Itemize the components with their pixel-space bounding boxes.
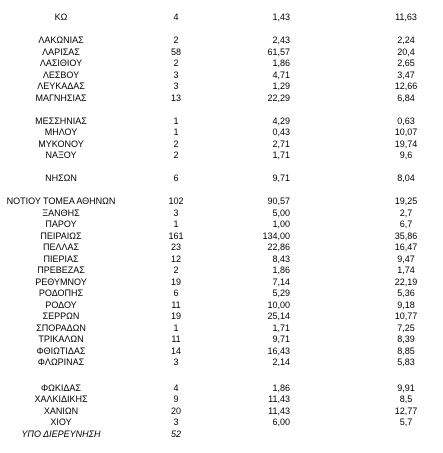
rate-value: 61,57 (267, 46, 290, 57)
region-name: ΛΑΡΙΣΑΣ (42, 46, 80, 57)
rate-value: 0,43 (272, 127, 290, 137)
table-row (0, 394, 443, 406)
table-row (0, 47, 443, 59)
per-capita-value: 5,36 (397, 288, 415, 298)
table-row (0, 127, 443, 139)
rate-value: 22,86 (267, 242, 290, 252)
table-row (0, 357, 443, 369)
case-count: 12 (170, 253, 181, 264)
region-name: ΧΑΝΙΩΝ (43, 405, 79, 416)
table-row (0, 288, 443, 300)
table-row (0, 406, 443, 418)
case-count: 2 (173, 58, 179, 68)
per-capita-value: 16,47 (394, 242, 418, 252)
region-name: ΛΑΚΩΝΙΑΣ (38, 35, 84, 45)
rate-value: 4,71 (272, 69, 290, 80)
table-row (0, 254, 443, 266)
per-capita-value: 6,7 (399, 219, 413, 229)
rate-value: 2,71 (272, 138, 290, 149)
region-name: ΡΟΔΟΠΗΣ (38, 288, 84, 298)
case-count: 161 (168, 230, 184, 241)
case-count: 23 (170, 242, 181, 252)
case-count: 20 (170, 405, 181, 416)
per-capita-value: 10,77 (394, 311, 418, 321)
case-count: 3 (173, 81, 179, 91)
case-count: 2 (173, 138, 179, 149)
per-capita-value: 11,63 (395, 12, 417, 22)
table-row (0, 323, 443, 335)
case-count: 2 (173, 150, 179, 160)
case-count: 102 (168, 196, 184, 206)
region-name: ΠΡΕΒΕΖΑΣ (37, 265, 85, 275)
region-name: ΝΗΣΩΝ (45, 173, 77, 183)
case-count: 1 (173, 219, 179, 229)
per-capita-value: 19,25 (394, 196, 418, 206)
rate-value: 22,29 (267, 92, 290, 103)
table-row (0, 231, 443, 243)
per-capita-value: 8,5 (399, 394, 413, 404)
rate-value: 5,29 (272, 288, 290, 298)
table-row (0, 383, 443, 395)
rate-value: 9,71 (272, 173, 290, 183)
rate-value: 10,00 (267, 299, 290, 310)
table-row (0, 58, 443, 70)
rate-value: 16,43 (267, 345, 290, 356)
region-name: ΦΛΩΡΙΝΑΣ (37, 357, 85, 367)
per-capita-value: 6,84 (397, 92, 415, 103)
region-name: ΠΙΕΡΙΑΣ (43, 253, 79, 264)
region-name: ΚΩ (54, 12, 68, 22)
case-count: 1 (173, 322, 179, 333)
case-count: 13 (170, 92, 181, 103)
per-capita-value: 9,18 (397, 299, 415, 310)
table-row (0, 265, 443, 277)
rate-value: 6,00 (272, 417, 290, 427)
rate-value: 4,29 (272, 115, 290, 126)
region-name: ΛΕΥΚΑΔΑΣ (37, 81, 85, 91)
table-row (0, 93, 443, 105)
rate-value: 1,00 (272, 219, 290, 229)
case-count: 14 (170, 345, 181, 356)
case-count: 3 (173, 417, 179, 427)
region-name: ΦΘΙΩΤΙΔΑΣ (36, 345, 86, 356)
table-row (0, 196, 443, 208)
region-name: ΡΕΘΥΜΝΟΥ (35, 276, 87, 287)
region-name: ΛΑΣΙΘΙΟΥ (39, 58, 83, 68)
region-name: ΦΩΚΙΔΑΣ (41, 382, 81, 393)
rate-value: 90,57 (267, 196, 290, 206)
region-data-table (0, 12, 443, 440)
case-count: 1 (173, 115, 179, 126)
case-count: 19 (170, 311, 181, 321)
per-capita-value: 5,83 (397, 357, 415, 367)
case-count: 4 (173, 382, 179, 393)
rate-value: 1,86 (272, 265, 290, 275)
region-name: ΠΕΛΛΑΣ (42, 242, 80, 252)
region-name: ΧΙΟΥ (50, 417, 72, 427)
table-row (0, 311, 443, 323)
case-count: 11 (171, 334, 181, 344)
rate-value: 1,43 (272, 12, 290, 22)
case-count: 4 (173, 12, 179, 22)
rate-value: 7,14 (272, 276, 290, 287)
per-capita-value: 2,24 (397, 35, 415, 45)
region-name: ΜΗΛΟΥ (44, 127, 78, 137)
table-row (0, 173, 443, 185)
region-name: ΞΑΝΘΗΣ (42, 207, 80, 218)
rate-value: 134,00 (262, 230, 290, 241)
rate-value: 1,86 (272, 382, 290, 393)
rate-value: 8,43 (272, 253, 290, 264)
per-capita-value: 7,25 (397, 322, 415, 333)
table-row (0, 116, 443, 128)
rate-value: 1,71 (272, 150, 290, 160)
region-name: ΜΑΓΝΗΣΙΑΣ (35, 92, 87, 103)
table-row (0, 300, 443, 312)
per-capita-value: 5,7 (399, 417, 413, 427)
per-capita-value: 2,7 (399, 207, 413, 218)
per-capita-value: 10,07 (394, 127, 418, 137)
table-row (0, 208, 443, 220)
table-row (0, 242, 443, 254)
table-row (0, 346, 443, 358)
case-count: 2 (173, 265, 179, 275)
table-row (0, 417, 443, 429)
region-name: ΠΑΡΟΥ (45, 219, 77, 229)
rate-value: 25,14 (267, 311, 290, 321)
case-count: 3 (173, 357, 179, 367)
rate-value: 1,86 (272, 58, 290, 68)
per-capita-value: 3,47 (397, 69, 415, 80)
region-name: ΤΡΙΚΑΛΩΝ (38, 334, 84, 344)
per-capita-value: 20,4 (397, 46, 415, 57)
table-row (0, 81, 443, 93)
per-capita-value: 9,91 (397, 382, 415, 393)
region-name: ΥΠΟ ΔΙΕΡΕΥΝΗΣΗ (21, 428, 101, 439)
region-name: ΛΕΣΒΟΥ (42, 69, 80, 80)
rate-value: 11,43 (268, 405, 290, 416)
rate-value: 5,00 (272, 207, 290, 218)
rate-value: 1,71 (272, 322, 290, 333)
per-capita-value: 2,65 (397, 58, 415, 68)
table-row (0, 35, 443, 47)
per-capita-value: 8,39 (397, 334, 415, 344)
table-row-under-investigation (0, 429, 443, 441)
table-row (0, 70, 443, 82)
per-capita-value: 9,6 (399, 150, 413, 160)
per-capita-value: 12,77 (394, 405, 418, 416)
case-count: 58 (170, 46, 181, 57)
rate-value: 2,14 (272, 357, 290, 367)
per-capita-value: 1,74 (397, 265, 415, 275)
region-name: ΣΠΟΡΑΔΩΝ (36, 322, 86, 333)
per-capita-value: 12,66 (394, 81, 418, 91)
region-name: ΝΑΞΟΥ (45, 150, 77, 160)
per-capita-value: 35,86 (394, 230, 418, 241)
per-capita-value: 19,74 (394, 138, 418, 149)
per-capita-value: 22,19 (394, 276, 418, 287)
region-name: ΣΕΡΡΩΝ (42, 311, 80, 321)
per-capita-value: 9,47 (397, 253, 415, 264)
table-row (0, 12, 443, 24)
region-name: ΝΟΤΙΟΥ ΤΟΜΕΑ ΑΘΗΝΩΝ (6, 196, 116, 206)
rate-value: 1,29 (272, 81, 290, 91)
region-name: ΜΥΚΟΝΟΥ (38, 138, 84, 149)
table-row (0, 334, 443, 346)
per-capita-value: 8,04 (397, 173, 415, 183)
region-name: ΠΕΙΡΑΙΩΣ (40, 230, 82, 241)
per-capita-value: 8,85 (397, 345, 415, 356)
case-count: 2 (173, 35, 179, 45)
case-count: 19 (170, 276, 181, 287)
case-count: 11 (171, 299, 181, 310)
case-count: 1 (173, 127, 179, 137)
case-count: 3 (173, 207, 179, 218)
case-count: 3 (173, 69, 179, 80)
case-count: 6 (173, 288, 179, 298)
rate-value: 2,43 (272, 35, 290, 45)
per-capita-value: 0,63 (397, 115, 415, 126)
case-count: 6 (173, 173, 179, 183)
region-name: ΜΕΣΣΗΝΙΑΣ (35, 115, 87, 126)
table-row (0, 150, 443, 162)
rate-value: 9,71 (272, 334, 290, 344)
case-count: 52 (170, 428, 181, 439)
region-name: ΡΟΔΟΥ (45, 299, 77, 310)
case-count: 9 (173, 394, 179, 404)
table-row (0, 277, 443, 289)
table-row (0, 139, 443, 151)
region-name: ΧΑΛΚΙΔΙΚΗΣ (34, 394, 88, 404)
table-row (0, 219, 443, 231)
rate-value: 11,43 (268, 394, 290, 404)
